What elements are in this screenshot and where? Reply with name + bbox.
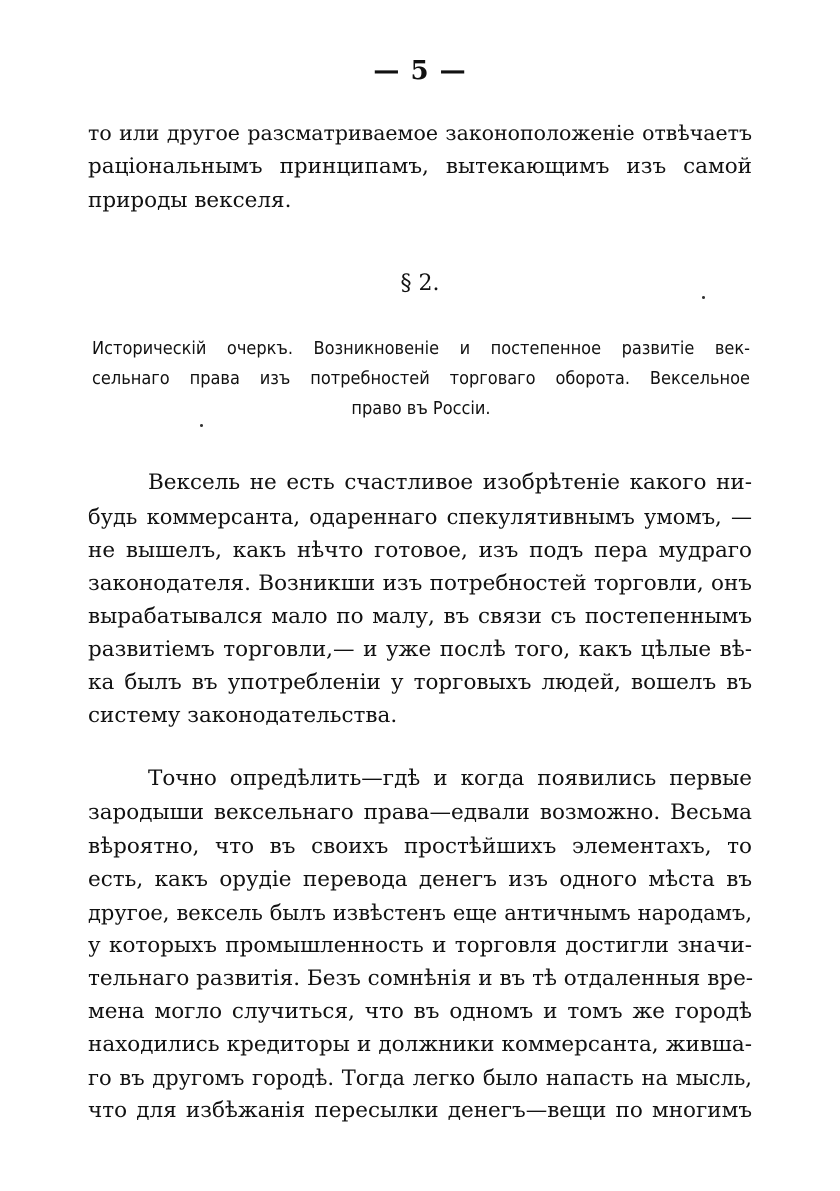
paragraph-line: тельнаго развитія. Безъ сомнѣнія и въ тѣ отдаленныя вре- [88, 966, 754, 991]
section-heading-line: Историческій очеркъ. Возникновеніе и постепенное развитіе век- [92, 338, 750, 359]
paragraph-line: Точно опредѣлить—гдѣ и когда появились первые [148, 766, 752, 791]
section-heading-line: право въ Россіи. [351, 398, 491, 419]
paragraph-line: ка былъ въ употребленіи у торговыхъ людей, вошелъ въ [88, 670, 752, 695]
page-number: — 5 — [373, 56, 467, 86]
paragraph-line: го въ другомъ городѣ. Тогда легко было напасть на мысль, [88, 1066, 752, 1090]
paragraph-line: мена могло случиться, что въ одномъ и томъ же городѣ [88, 999, 752, 1024]
section-heading-line: сельнаго права изъ потребностей торговаго оборота. Вексельное [92, 368, 750, 389]
intro-line: природы векселя. [88, 188, 292, 213]
paragraph-line: будь коммерсанта, одареннаго спекулятивнымъ умомъ, — [88, 505, 752, 529]
paragraph-line: вѣроятно, что въ своихъ простѣйшихъ элементахъ, то [88, 834, 752, 859]
paragraph-line: зародыши вексельнаго права—едвали возможно. Весьма [88, 800, 752, 825]
paragraph-line: находились кредиторы и должники коммерсанта, живша- [88, 1032, 752, 1057]
paragraph-line: что для избѣжанія пересылки денегъ—вещи по многимъ [88, 1098, 752, 1123]
paragraph-line: другое, вексель былъ извѣстенъ еще античнымъ народамъ, [88, 901, 752, 925]
paragraph-line: развитіемъ торговли,— и уже послѣ того, какъ цѣлые вѣ- [88, 637, 752, 662]
paragraph-line: систему законодательства. [88, 703, 398, 728]
print-speck [702, 296, 705, 299]
paragraph-line: не вышелъ, какъ нѣчто готовое, изъ подъ пера мудраго [88, 538, 752, 563]
intro-line: раціональнымъ принципамъ, вытекающимъ изъ самой [88, 154, 752, 179]
paragraph-line: у которыхъ промышленность и торговля достигли значи- [88, 933, 752, 958]
paragraph-line: Вексель не есть счастливое изобрѣтеніе какого ни- [148, 470, 752, 495]
paragraph-line: законодателя. Возникши изъ потребностей торговли, онъ [88, 571, 752, 596]
print-speck [200, 424, 203, 427]
section-sign: § 2. [400, 271, 440, 296]
paragraph-line: есть, какъ орудіе перевода денегъ изъ одного мѣста въ [88, 867, 752, 892]
paragraph-line: вырабатывался мало по малу, въ связи съ постепеннымъ [88, 604, 752, 629]
intro-line: то или другое разсматриваемое законоположеніе отвѣчаетъ [88, 121, 752, 145]
